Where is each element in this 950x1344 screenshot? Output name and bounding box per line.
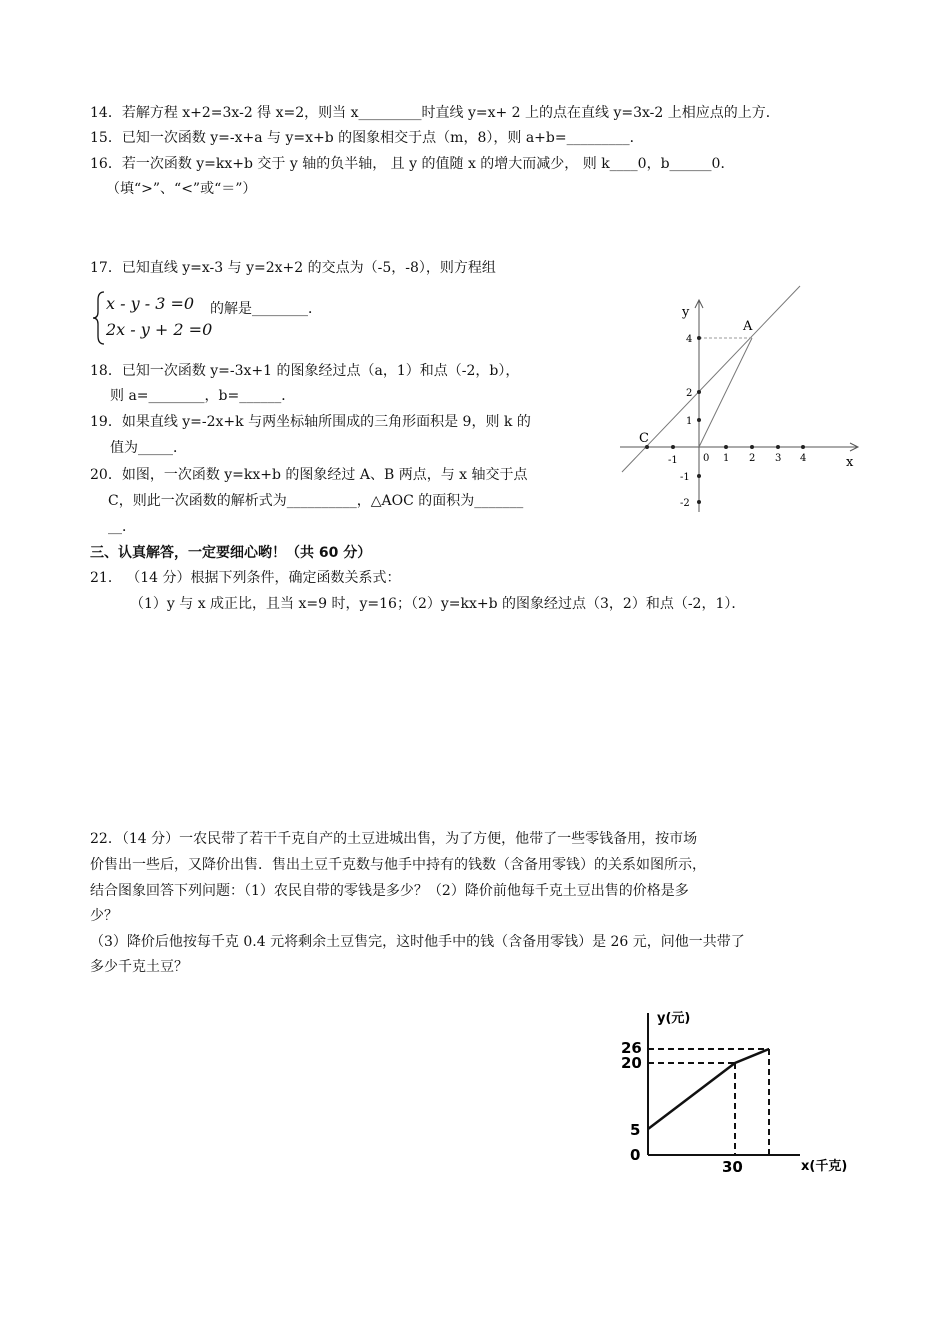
question-14: 14．若解方程 x+2=3x-2 得 x=2，则当 x_________时直线 y=x+ 2 上的点在直线 y=3x-2 上相应点的上方．	[90, 105, 780, 121]
y-axis-label: y(元)	[657, 1011, 691, 1026]
question-16-note: （填“>”、“<”或“＝”）	[106, 181, 257, 197]
tick-dot	[697, 500, 701, 504]
section-heading: 三、认真解答，一定要细心哟！（共 60 分）	[90, 545, 372, 561]
point-C-label: C	[639, 431, 649, 446]
x-tick-label: 2	[749, 453, 756, 464]
origin-label: 0	[703, 453, 710, 464]
question-21: 21． （14 分）根据下列条件，确定函数关系式：	[90, 570, 401, 586]
equation-2: 2x - y + 2 =0	[106, 320, 213, 339]
x-tick-label: 30	[722, 1158, 743, 1176]
tick-dot	[801, 445, 805, 449]
tick-dot	[750, 445, 754, 449]
question-15: 15．已知一次函数 y=-x+a 与 y=x+b 的图象相交于点（m，8），则 a+b=_________．	[90, 130, 644, 146]
question-22-line2: 价售出一些后，又降价出售．售出土豆千克数与他手中持有的钱数（含备用零钱）的关系如图所示，	[90, 857, 706, 873]
question-20-line2: C，则此一次函数的解析式为__________，△AOC 的面积为_______	[108, 493, 524, 509]
question-17-answer: 的解是________．	[210, 301, 322, 317]
brace-icon	[92, 290, 106, 346]
question-22: 22．（14 分）一农民带了若干千克自产的土豆进城出售，为了方便，他带了一些零钱备用，按市场	[90, 831, 698, 847]
y-tick-label: 4	[686, 334, 693, 345]
y-tick-label: 26	[621, 1039, 642, 1057]
question-18-answer: 则 a=________，b=______．	[110, 388, 296, 404]
tick-dot	[776, 445, 780, 449]
question-17: 17．已知直线 y=x-3 与 y=2x+2 的交点为（-5，-8），则方程组	[90, 260, 496, 276]
question-21-conditions: （1）y 与 x 成正比，且当 x=9 时，y=16；（2）y=kx+b 的图象经过点（3，2）和点（-2，1）．	[130, 596, 746, 612]
equation-1: x - y - 3 =0	[106, 294, 195, 313]
tick-dot	[724, 445, 728, 449]
tick-dot	[697, 474, 701, 478]
line-O-A	[699, 338, 752, 447]
origin-label: 0	[630, 1146, 641, 1164]
question-16: 16．若一次函数 y=kx+b 交于 y 轴的负半轴， 且 y 的值随 x 的增大而减少， 则 k____0，b______0．	[90, 156, 735, 172]
question-22-line5: （3）降价后他按每千克 0.4 元将剩余土豆售完，这时他手中的钱（含备用零钱）是 26 元，问他一共带了	[90, 934, 745, 950]
y-tick-label: 20	[621, 1054, 642, 1072]
x-axis-label: x(千克)	[801, 1159, 848, 1174]
x-tick-label: -1	[668, 455, 678, 466]
y-tick-label: 2	[686, 388, 693, 399]
x-tick-label: 4	[800, 453, 807, 464]
y-tick-label: 1	[686, 416, 693, 427]
question-22-line4: 少？	[90, 908, 118, 924]
question-19-answer: 值为_____．	[110, 440, 187, 456]
y-tick-label: -2	[680, 498, 690, 509]
x-axis-label: x	[846, 455, 854, 470]
question-20-line3: __．	[108, 519, 136, 535]
tick-dot	[671, 445, 675, 449]
question-19: 19．如果直线 y=-2x+k 与两坐标轴所围成的三角形面积是 9，则 k 的	[90, 414, 531, 430]
question-22-line3: 结合图象回答下列问题：（1）农民自带的零钱是多少？（2）降价前他每千克土豆出售的价格是多	[90, 883, 689, 899]
x-tick-label: 3	[775, 453, 782, 464]
y-tick-label: -1	[680, 472, 690, 483]
tick-dot	[697, 418, 701, 422]
question-18: 18．已知一次函数 y=-3x+1 的图象经过点（a，1）和点（-2，b），	[90, 363, 520, 379]
tick-dot	[697, 336, 701, 340]
point-A-label: A	[743, 319, 753, 334]
question-22-line6: 多少千克土豆？	[90, 959, 188, 975]
question-20: 20．如图，一次函数 y=kx+b 的图象经过 A、B 两点，与 x 轴交于点	[90, 467, 528, 483]
tick-dot	[697, 390, 701, 394]
y-axis-label: y	[682, 305, 690, 320]
money-line	[648, 1049, 769, 1129]
figure-q20	[600, 280, 880, 520]
figure-q22	[615, 1005, 865, 1180]
x-tick-label: 1	[723, 453, 730, 464]
y-tick-label: 5	[630, 1121, 641, 1139]
